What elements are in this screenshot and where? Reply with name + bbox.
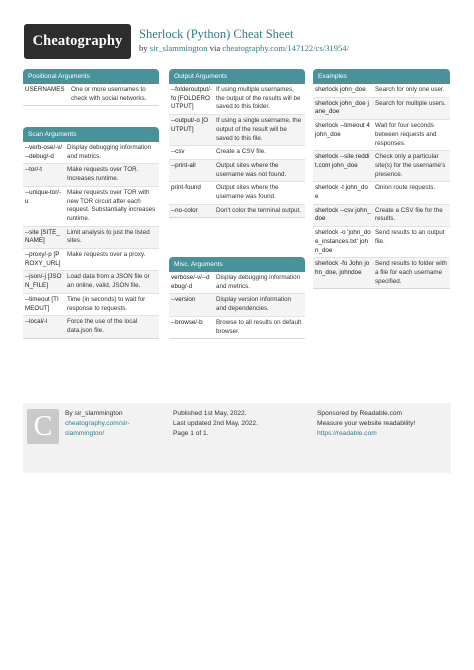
example-command: sherlock john_doe	[315, 86, 366, 93]
arg-key: --version	[171, 296, 196, 304]
table-row	[313, 98, 450, 120]
example-command: sherlock john_doe jane_doe	[315, 99, 369, 116]
positional-rows	[23, 84, 159, 106]
table-row	[313, 227, 450, 258]
table-row	[23, 249, 159, 271]
examples-panel	[313, 69, 450, 289]
arg-desc: Make requests over TOR with new TOR circuit after each request. Substantially increases runtime.	[67, 188, 156, 222]
panel-title: Scan Arguments	[23, 127, 159, 142]
example-command: sherlock -o 'john_doe_instances.txt' john_doe	[315, 229, 371, 254]
sponsor-tagline: Measure your website readability!	[317, 419, 416, 427]
table-row	[313, 258, 450, 288]
arg-desc: One or more usernames to check with social networks.	[71, 86, 147, 102]
footer-author-block	[65, 409, 160, 438]
footer-dates-block	[173, 409, 303, 438]
arg-desc: Create a CSV file.	[216, 148, 267, 156]
example-desc: Search for multiple users.	[375, 99, 446, 107]
panel-title: Positional Arguments	[23, 69, 159, 84]
misc-arguments-panel	[169, 257, 305, 339]
arg-key: --json/-j [JSON_FILE]	[25, 273, 62, 290]
sponsor-name[interactable]: Readable.com	[359, 410, 403, 417]
arg-key: print-found	[171, 184, 201, 192]
panel-title: Examples	[313, 69, 450, 84]
via-text: via	[207, 43, 223, 53]
sponsor-url-link[interactable]: https://readable.com	[317, 429, 377, 437]
arg-desc: Don't color the terminal output.	[216, 206, 301, 214]
panel-title: Misc. Arguments	[169, 257, 305, 272]
sheet-url-link[interactable]: cheatography.com/147122/cs/31954/	[222, 43, 349, 53]
byline	[139, 43, 349, 53]
arg-key: --unique-tor/-u	[25, 188, 62, 205]
table-row	[313, 84, 450, 98]
example-command: sherlock -t john_doe	[315, 184, 368, 201]
cheatographer-avatar-icon: C	[27, 409, 59, 444]
arg-key: --local/-l	[25, 318, 48, 326]
table-row	[313, 120, 450, 151]
sponsor-line	[317, 409, 449, 419]
table-row	[169, 205, 305, 218]
table-row	[169, 182, 305, 204]
example-command: sherlock -fo John john_doe, johndoe	[315, 260, 370, 276]
published-date: Published 1st May, 2022.	[173, 410, 247, 417]
table-row	[23, 227, 159, 249]
example-desc: Check only a particular site(s) for the username's presence.	[375, 153, 446, 178]
arg-desc: Load data from a JSON file or an online, valid, JSON file.	[67, 273, 150, 290]
example-command: sherlock --csv john_doe	[315, 206, 371, 223]
example-command: sherlock --timeout 4 john_doe	[315, 122, 370, 138]
footer-author-url-2[interactable]: slammington/	[65, 429, 105, 437]
table-row	[169, 294, 305, 316]
arg-desc: Time (in seconds) to wait for response to requests.	[67, 295, 146, 312]
arg-key: --print-all	[171, 161, 196, 169]
example-desc: Send results to an output file.	[375, 229, 445, 245]
arg-desc: Display version information and dependencies.	[216, 296, 292, 313]
table-row	[23, 294, 159, 316]
page-title: Sherlock (Python) Cheat Sheet	[139, 27, 294, 41]
table-row	[169, 84, 305, 115]
table-row	[23, 316, 159, 337]
arg-key: --site [SITE_NAME]	[25, 228, 60, 245]
arg-desc: Output sites where the username was found.	[216, 184, 279, 201]
footer-author-name: sir_slammington	[74, 410, 123, 417]
arg-desc: Force the use of the local data.json file.	[67, 318, 138, 334]
examples-rows	[313, 84, 450, 289]
table-row	[23, 271, 159, 293]
arg-key: --timeout [TIMEOUT]	[25, 295, 59, 312]
example-desc: Create a CSV file for the results.	[375, 206, 443, 223]
arg-key: verbose/-v/--debug/-d	[171, 274, 210, 290]
table-row	[169, 160, 305, 182]
table-row	[169, 146, 305, 160]
arg-desc: Limit analysis to just the listed sites.	[67, 228, 150, 245]
arg-key: --verb-ose/-v/--debug/-d	[25, 144, 63, 160]
arg-key: USERNAMES	[25, 86, 65, 93]
arg-key: --proxy/-p [PROXY_URL]	[25, 251, 61, 267]
table-row	[23, 187, 159, 227]
arg-desc: Output sites where the username was not found.	[216, 161, 287, 178]
footer-sponsor-block	[317, 409, 449, 438]
arg-desc: Display debugging information and metrics.	[67, 144, 152, 160]
arg-desc: If using a single username, the output of the result will be saved to this file.	[216, 117, 302, 142]
table-row	[313, 151, 450, 182]
table-row	[23, 142, 159, 164]
updated-date: Last updated 2nd May, 2022.	[173, 419, 258, 427]
arg-desc: Browse to all results on default browser.	[216, 318, 302, 335]
table-row	[169, 115, 305, 146]
arg-desc: Make requests over TOR. Increases runtime.	[67, 166, 139, 183]
footer-by-label: By	[65, 410, 75, 417]
footer-by	[65, 409, 160, 419]
footer-author-url-1[interactable]: cheatography.com/sir-	[65, 419, 130, 427]
scan-rows	[23, 142, 159, 339]
panel-title: Output Arguments	[169, 69, 305, 84]
sponsor-prefix: Sponsored by	[317, 410, 360, 417]
arg-key: --output/-o [OUTPUT]	[171, 117, 209, 133]
arg-desc: If using multiple usernames, the output of the results will be saved to this folder.	[216, 86, 301, 111]
table-row	[313, 182, 450, 204]
misc-rows	[169, 272, 305, 339]
example-command: sherlock --site reddit.com john_doe	[315, 153, 370, 169]
arg-key: --browse/-b	[171, 318, 203, 326]
table-row	[169, 317, 305, 338]
positional-arguments-panel	[23, 69, 159, 106]
arg-key: --folderoutput/-fo [FOLDEROUTPUT]	[171, 86, 212, 111]
table-row	[169, 272, 305, 294]
page-number: Page 1 of 1.	[173, 429, 209, 437]
output-arguments-panel	[169, 69, 305, 218]
example-desc: Send results to folder with a file for each username specified.	[375, 260, 447, 285]
arg-desc: Make requests over a proxy.	[67, 251, 146, 259]
by-prefix: by	[139, 43, 150, 53]
scan-arguments-panel	[23, 127, 159, 339]
arg-desc: Display debugging information and metrics.	[216, 274, 301, 290]
example-desc: Wait for four seconds between requests and responses.	[375, 122, 437, 147]
table-row	[23, 84, 159, 105]
arg-key: --no-color	[171, 206, 198, 214]
arg-key: --csv	[171, 148, 185, 156]
author-link[interactable]: sir_slammington	[149, 43, 208, 53]
example-desc: Onion route requests.	[375, 184, 436, 192]
example-desc: Search for only one user.	[375, 86, 445, 93]
output-rows	[169, 84, 305, 218]
table-row	[313, 205, 450, 227]
table-row	[23, 164, 159, 186]
cheatography-logo[interactable]: Cheatography	[24, 24, 131, 59]
arg-key: --tor/-t	[25, 166, 43, 174]
